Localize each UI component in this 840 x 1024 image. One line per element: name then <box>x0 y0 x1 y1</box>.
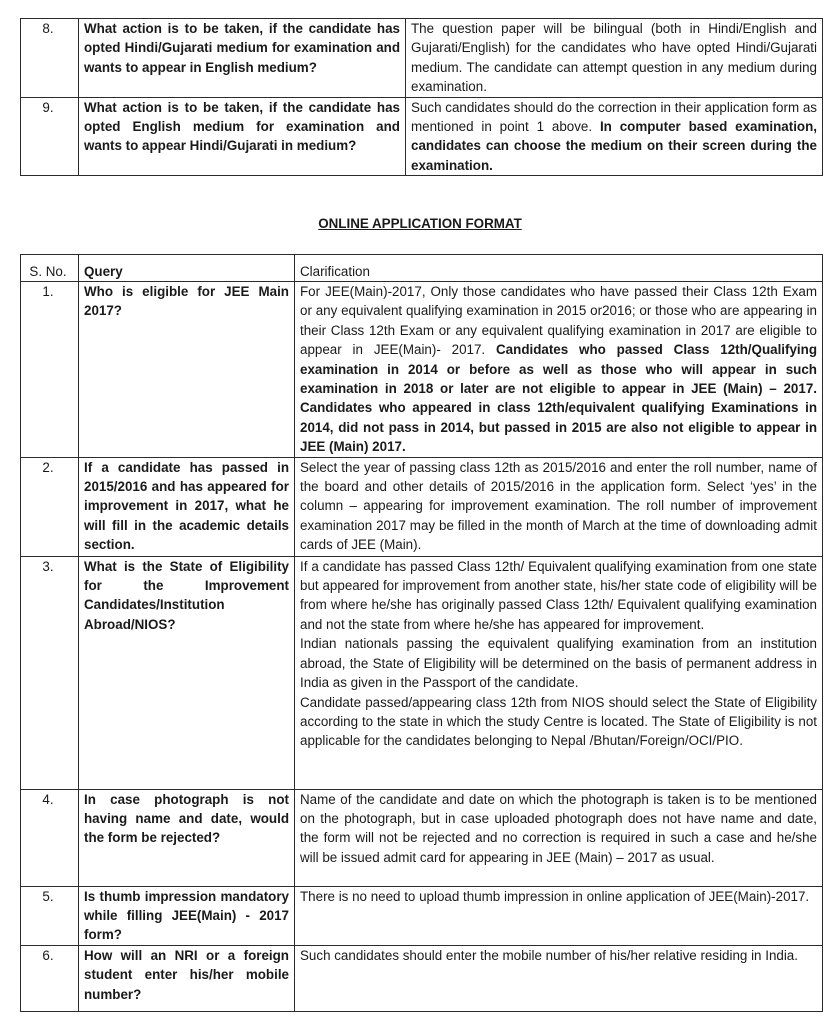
clarification-paragraph: If a candidate has passed Class 12th/ Equivalent qualifying examination from one state but appeared for improvement from another state, his/her state code of eligibility will be from where he/she has originally passed Class 12th/ Equivalent qualifying examination and not the state from where he/she has appeared for improvement. <box>300 558 817 632</box>
query-cell: If a candidate has passed in 2015/2016 and has appeared for improvement in 2017, what he will fill in the academic details section. <box>79 457 295 556</box>
query-cell: How will an NRI or a foreign student enter his/her mobile number? <box>79 945 295 1011</box>
clarification-cell <box>406 19 823 98</box>
clarification-cell <box>295 282 823 458</box>
serial-number: 2. <box>21 457 79 556</box>
header-clarification: Clarification <box>295 255 823 282</box>
serial-number: 5. <box>21 886 79 945</box>
online-application-faq-table <box>20 254 823 1012</box>
clarification-text: Name of the candidate and date on which the photograph is taken is to be mentioned on the photograph, but in case uploaded photograph does not have name and date, the form will not be rejected and no correction is required in such a case and he/she will be issued admit card for appearing in JEE (Main) – 2017 as usual. <box>300 791 817 865</box>
table-row <box>21 282 823 458</box>
medium-faq-table <box>20 18 823 176</box>
clarification-text: Select the year of passing class 12th as 2015/2016 and enter the roll number, name of the board and other details of 2015/2016 in the application form. Select ‘yes’ in the column – appearing for improvement examination. The roll number of improvement examination 2017 may be filled in the month of March at the time of downloading admit cards of JEE (Main). <box>300 459 817 553</box>
serial-number: 9. <box>21 97 79 176</box>
clarification-bold-text: In computer based examination, candidates can choose the medium on their screen during the examination. <box>411 119 817 173</box>
clarification-cell <box>295 886 823 945</box>
clarification-cell <box>406 97 823 176</box>
clarification-cell <box>295 457 823 556</box>
clarification-paragraph: Candidate passed/appearing class 12th from NIOS should select the State of Eligibility according to the state in which the study Centre is located. The State of Eligibility is not applicable for the candidates belonging to Nepal /Bhutan/Foreign/OCI/PIO. <box>300 694 817 749</box>
clarification-bold-text: Candidates who passed Class 12th/Qualifying examination in 2014 or before as well as those who will appear in such examination in 2018 or later are not eligible to appear in JEE (Main) – 2017. Candidates who appeared in class 12th/equivalent qualifying Examinations in 2014, did not pass in 2014, but passed in 2015 are also not eligible to appear in JEE (Main) 2017. <box>300 342 817 455</box>
serial-number: 1. <box>21 282 79 458</box>
table-row <box>21 789 823 886</box>
clarification-cell <box>295 789 823 886</box>
clarification-text: Such candidates should enter the mobile number of his/her relative residing in India. <box>300 947 798 963</box>
table-row <box>21 19 823 98</box>
table-row <box>21 97 823 176</box>
clarification-text: For JEE(Main)-2017, Only those candidates who have passed their Class 12th Exam or any equivalent qualifying examination in 2015 or2016; or those who are appearing in their Class 12th Exam or any equivalent qualifying examination in 2017 are eligible to appear in JEE(Main)- 2017. <box>300 284 817 358</box>
clarification-cell <box>295 556 823 789</box>
table-row <box>21 556 823 789</box>
section-heading: ONLINE APPLICATION FORMAT <box>318 216 522 231</box>
table-row <box>21 945 823 1011</box>
table-row <box>21 457 823 556</box>
query-cell: What action is to be taken, if the candidate has opted Hindi/Gujarati medium for examination and wants to appear in English medium? <box>79 19 406 98</box>
clarification-paragraph: Indian nationals passing the equivalent qualifying examination from an institution abroad, the State of Eligibility will be determined on the basis of permanent address in India as given in the Passport of the candidate. <box>300 636 817 691</box>
serial-number: 3. <box>21 556 79 789</box>
header-query: Query <box>79 255 295 282</box>
clarification-text: Such candidates should do the correction in their application form as mentioned in point 1 above. <box>411 99 817 135</box>
header-sno: S. No. <box>21 255 79 282</box>
query-cell: In case photograph is not having name and date, would the form be rejected? <box>79 789 295 886</box>
serial-number: 8. <box>21 19 79 98</box>
serial-number: 6. <box>21 945 79 1011</box>
table-row <box>21 886 823 945</box>
query-cell: What action is to be taken, if the candidate has opted English medium for examination and wants to appear Hindi/Gujarati in medium? <box>79 97 406 176</box>
clarification-text: There is no need to upload thumb impression in online application of JEE(Main)-2017. <box>300 888 810 904</box>
clarification-cell <box>295 945 823 1011</box>
query-cell: Is thumb impression mandatory while filling JEE(Main) - 2017 form? <box>79 886 295 945</box>
query-cell: What is the State of Eligibility for the Improvement Candidates/Institution Abroad/NIOS? <box>79 556 295 789</box>
query-cell: Who is eligible for JEE Main 2017? <box>79 282 295 458</box>
clarification-text: The question paper will be bilingual (both in Hindi/English and Gujarati/English) for the candidates who have opted Hindi/Gujarati medium. The candidate can attempt question in any medium during examination. <box>411 21 817 95</box>
serial-number: 4. <box>21 789 79 886</box>
table-header-row <box>21 255 823 282</box>
